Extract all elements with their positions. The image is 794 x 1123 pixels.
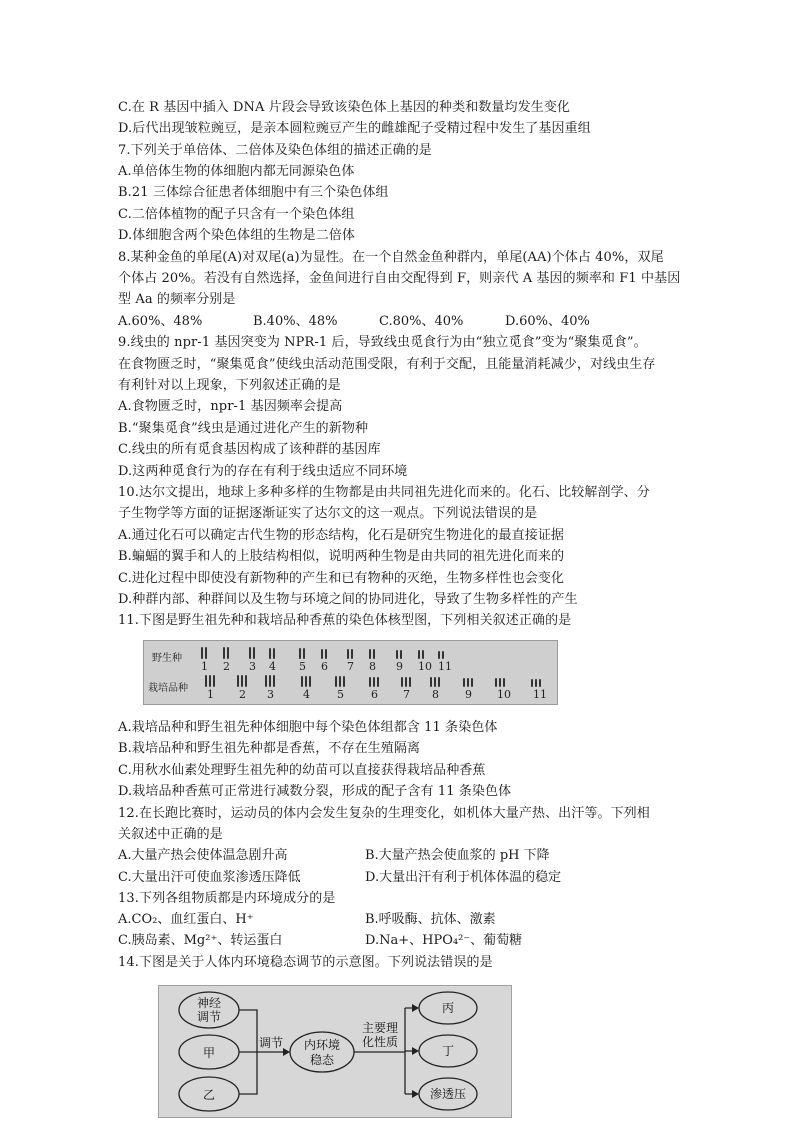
cultivar-chromosome: [301, 676, 303, 687]
cultivar-chromosome: [335, 676, 337, 687]
wild-chromosome-number: 6: [321, 660, 328, 673]
q11-option-c: C.用秋水仙素处理野生祖先种的幼苗可以直接获得栽培品种香蕉: [118, 763, 486, 778]
node-osmotic-text: 渗透压: [429, 1087, 467, 1101]
prop-label-1: 主要理: [361, 1021, 399, 1035]
cultivar-chromosome: [377, 677, 379, 687]
cultivar-chromosome: [471, 678, 473, 687]
wild-type-label: 野生种: [152, 653, 182, 664]
arrow-to-osmotic: [412, 1090, 419, 1098]
cultivar-chromosome: [401, 677, 403, 687]
q13-option-b: B.呼吸酶、抗体、激素: [365, 912, 496, 927]
wild-chromosome: [321, 649, 323, 659]
cultivar-chromosome: [438, 677, 440, 687]
cultivar-chromosome: [273, 675, 275, 687]
wild-chromosome: [351, 649, 353, 659]
q9-stem-line3: 有利针对以上现象，下列叙述正确的是: [118, 378, 341, 393]
q6-option-d: D.后代出现皱粒豌豆，是亲本圆粒豌豆产生的雌雄配子受精过程中发生了基因重组: [118, 121, 591, 136]
cultivar-chromosome-number: 10: [497, 688, 511, 701]
cultivar-chromosome: [434, 677, 436, 687]
cultivar-chromosome: [209, 675, 211, 687]
cultivar-chromosome: [535, 679, 537, 687]
cultivar-chromosome-number: 3: [267, 688, 274, 701]
wild-chromosome-number: 10: [418, 660, 432, 673]
node-bing-text: 丙: [441, 1001, 455, 1015]
wild-chromosome: [325, 649, 327, 659]
wild-chromosome-number: 11: [438, 660, 452, 673]
cultivar-chromosome: [539, 679, 541, 687]
cultivar-chromosome: [467, 678, 469, 687]
cultivar-chromosome: [373, 677, 375, 687]
wild-chromosome: [400, 650, 402, 659]
q10-option-d: D.种群内部、种群间以及生物与环境之间的协同进化，导致了生物多样性的产生: [118, 592, 578, 607]
cultivar-chromosome: [463, 678, 465, 687]
wild-chromosome: [418, 650, 420, 659]
q7-option-a: A.单倍体生物的体细胞内都无同源染色体: [118, 164, 355, 179]
wild-chromosome: [223, 647, 225, 659]
wild-chromosome: [422, 650, 424, 659]
cultivar-chromosome-number: 11: [533, 688, 547, 701]
wild-chromosome: [269, 648, 271, 659]
cultivar-chromosome: [269, 675, 271, 687]
q14-stem: 14.下图是关于人体内环境稳态调节的示意图。下列说法错误的是: [118, 955, 493, 970]
cultivar-chromosome: [245, 675, 247, 687]
cultivar-chromosome: [405, 677, 407, 687]
cultivar-chromosome: [237, 675, 239, 687]
cultivar-chromosome: [409, 677, 411, 687]
wild-chromosome: [249, 647, 251, 659]
cultivar-chromosome-number: 8: [432, 688, 439, 701]
wild-chromosome: [273, 648, 275, 659]
node-ding-text: 丁: [441, 1044, 455, 1058]
q7-option-d: D.体细胞含两个染色体组的生物是二倍体: [118, 228, 355, 243]
q8-option-c: C.80%、40%: [379, 314, 464, 329]
q13-option-d: D.Na+、HPO₄²⁻、葡萄糖: [365, 933, 523, 948]
cultivar-chromosome-number: 4: [303, 688, 310, 701]
q8-stem-line2: 个体占 20%。若没有自然选择，金鱼间进行自由交配得到 F，则亲代 A 基因的频率和 F1 中基因: [118, 271, 681, 286]
q8-option-b: B.40%、48%: [253, 314, 338, 329]
q12-stem-line2: 关叙述中正确的是: [118, 827, 223, 842]
q11-option-a: A.栽培品种和野生祖先种体细胞中每个染色体组都含 11 条染色体: [118, 720, 498, 735]
q10-option-b: B.蝙蝠的翼手和人的上肢结构相似，说明两种生物是由共同的祖先进化而来的: [118, 549, 565, 564]
q12-option-a: A.大量产热会使体温急剧升高: [118, 848, 288, 863]
cultivar-chromosome-number: 9: [465, 688, 472, 701]
wild-chromosome-number: 8: [369, 660, 376, 673]
wild-chromosome-number: 3: [249, 660, 256, 673]
q9-option-b: B.“聚集觅食”线虫是通过进化产生的新物种: [118, 421, 369, 436]
cultivar-chromosome: [265, 675, 267, 687]
q12-option-d: D.大量出汗有利于机体体温的稳定: [365, 870, 562, 885]
cultivar-label: 栽培品种: [148, 683, 188, 694]
wild-chromosome: [442, 651, 444, 659]
cultivar-chromosome: [241, 675, 243, 687]
q12-stem-line1: 12.在长跑比赛时，运动员的体内会发生复杂的生理变化，如机体大量产热、出汗等。下列相: [118, 806, 650, 821]
q8-option-d: D.60%、40%: [505, 314, 590, 329]
node-neural-text-1: 神经: [196, 996, 222, 1010]
cultivar-chromosome-number: 5: [337, 688, 344, 701]
cultivar-chromosome: [339, 676, 341, 687]
node-center-text-2: 稳态: [309, 1053, 335, 1067]
q11-option-d: D.栽培品种香蕉可正常进行减数分裂，形成的配子含有 11 条染色体: [118, 784, 512, 799]
wild-chromosome: [299, 648, 301, 659]
cultivar-chromosome: [213, 675, 215, 687]
cultivar-chromosome: [531, 679, 533, 687]
q7-stem: 7.下列关于单倍体、二倍体及染色体组的描述正确的是: [118, 143, 432, 158]
wild-chromosome: [227, 647, 229, 659]
cultivar-chromosome: [495, 678, 497, 687]
q9-stem-line2: 在食物匮乏时，“聚集觅食”使线虫活动范围受限，有利于交配，且能量消耗减少，对线虫生存: [118, 357, 656, 372]
q10-stem-line2: 子生物学等方面的证据逐渐证实了达尔文的这一观点。下列说法错误的是: [118, 506, 538, 521]
wild-chromosome: [438, 651, 440, 659]
arrow-to-center: [283, 1048, 290, 1056]
q7-option-c: C.二倍体植物的配子只含有一个染色体组: [118, 207, 355, 222]
q8-option-a: A.60%、48%: [118, 314, 203, 329]
cultivar-chromosome: [205, 675, 207, 687]
wild-chromosome-number: 1: [201, 660, 208, 673]
wild-chromosome-number: 4: [269, 660, 276, 673]
q10-stem-line1: 10.达尔文提出，地球上多种多样的生物都是由共同祖先进化而来的。化石、比较解剖学、分: [118, 485, 650, 500]
q10-option-a: A.通过化石可以确定古代生物的形态结构，化石是研究生物进化的最直接证据: [118, 528, 565, 543]
prop-label-2: 化性质: [361, 1035, 399, 1049]
cultivar-chromosome-number: 2: [239, 688, 246, 701]
node-yi-text: 乙: [202, 1088, 216, 1102]
q12-option-c: C.大量出汗可使血浆渗透压降低: [118, 870, 301, 885]
q9-option-a: A.食物匮乏时，npr-1 基因频率会提高: [118, 399, 343, 414]
cultivar-chromosome: [309, 676, 311, 687]
q13-option-a: A.CO₂、血红蛋白、H⁺: [118, 912, 254, 927]
wild-chromosome: [373, 649, 375, 659]
wild-chromosome-number: 5: [299, 660, 306, 673]
homeostasis-diagram-svg: [159, 986, 511, 1117]
cultivar-chromosome-number: 1: [207, 688, 214, 701]
q13-option-c: C.胰岛素、Mg²⁺、转运蛋白: [118, 933, 283, 948]
q11-option-b: B.栽培品种和野生祖先种都是香蕉，不存在生殖隔离: [118, 741, 421, 756]
arrow-to-ding: [412, 1047, 419, 1055]
q12-option-b: B.大量产热会使血浆的 pH 下降: [365, 848, 550, 863]
arrow-to-bing: [412, 1004, 419, 1012]
q6-option-c: C.在 R 基因中插入 DNA 片段会导致该染色体上基因的种类和数量均发生变化: [118, 100, 571, 115]
q10-option-c: C.进化过程中即使没有新物种的产生和已有物种的灭绝，生物多样性也会变化: [118, 571, 565, 586]
cultivar-chromosome: [503, 678, 505, 687]
wild-chromosome: [201, 647, 203, 659]
cultivar-chromosome: [430, 677, 432, 687]
wild-chromosome: [205, 647, 207, 659]
regulate-label: 调节: [258, 1036, 284, 1050]
node-center-text-1: 内环境: [303, 1038, 341, 1052]
cultivar-chromosome: [305, 676, 307, 687]
cultivar-chromosome-number: 6: [371, 688, 378, 701]
q9-stem-line1: 9.线虫的 npr-1 基因突变为 NPR-1 后，导致线虫觅食行为由“独立觅食”变为“聚集觅食”。: [118, 335, 647, 350]
wild-chromosome: [253, 647, 255, 659]
cultivar-chromosome: [499, 678, 501, 687]
q8-stem-line3: 型 Aa 的频率分别是: [118, 292, 236, 307]
node-neural-text-2: 调节: [196, 1010, 222, 1024]
cultivar-chromosome-number: 7: [403, 688, 410, 701]
q13-stem: 13.下列各组物质都是内环境成分的是: [118, 891, 336, 906]
wild-chromosome: [347, 649, 349, 659]
wild-chromosome-number: 7: [347, 660, 354, 673]
node-jia-text: 甲: [202, 1046, 216, 1060]
wild-chromosome-number: 9: [396, 660, 403, 673]
karyotype-figure: [143, 640, 558, 705]
cultivar-chromosome: [343, 676, 345, 687]
homeostasis-diagram: [158, 985, 512, 1118]
q9-option-d: D.这两种觅食行为的存在有利于线虫适应不同环境: [118, 464, 408, 479]
q7-option-b: B.21 三体综合征患者体细胞中有三个染色体组: [118, 185, 389, 200]
cultivar-chromosome: [369, 677, 371, 687]
q8-stem-line1: 8.某种金鱼的单尾(A)对双尾(a)为显性。在一个自然金鱼种群内，单尾(AA)个体占 40%，双尾: [118, 250, 664, 265]
wild-chromosome: [369, 649, 371, 659]
wild-chromosome: [303, 648, 305, 659]
q9-option-c: C.线虫的所有觅食基因构成了该种群的基因库: [118, 442, 381, 457]
q11-stem: 11.下图是野生祖先种和栽培品种香蕉的染色体核型图，下列相关叙述正确的是: [118, 613, 572, 628]
wild-chromosome: [396, 650, 398, 659]
wild-chromosome-number: 2: [223, 660, 230, 673]
